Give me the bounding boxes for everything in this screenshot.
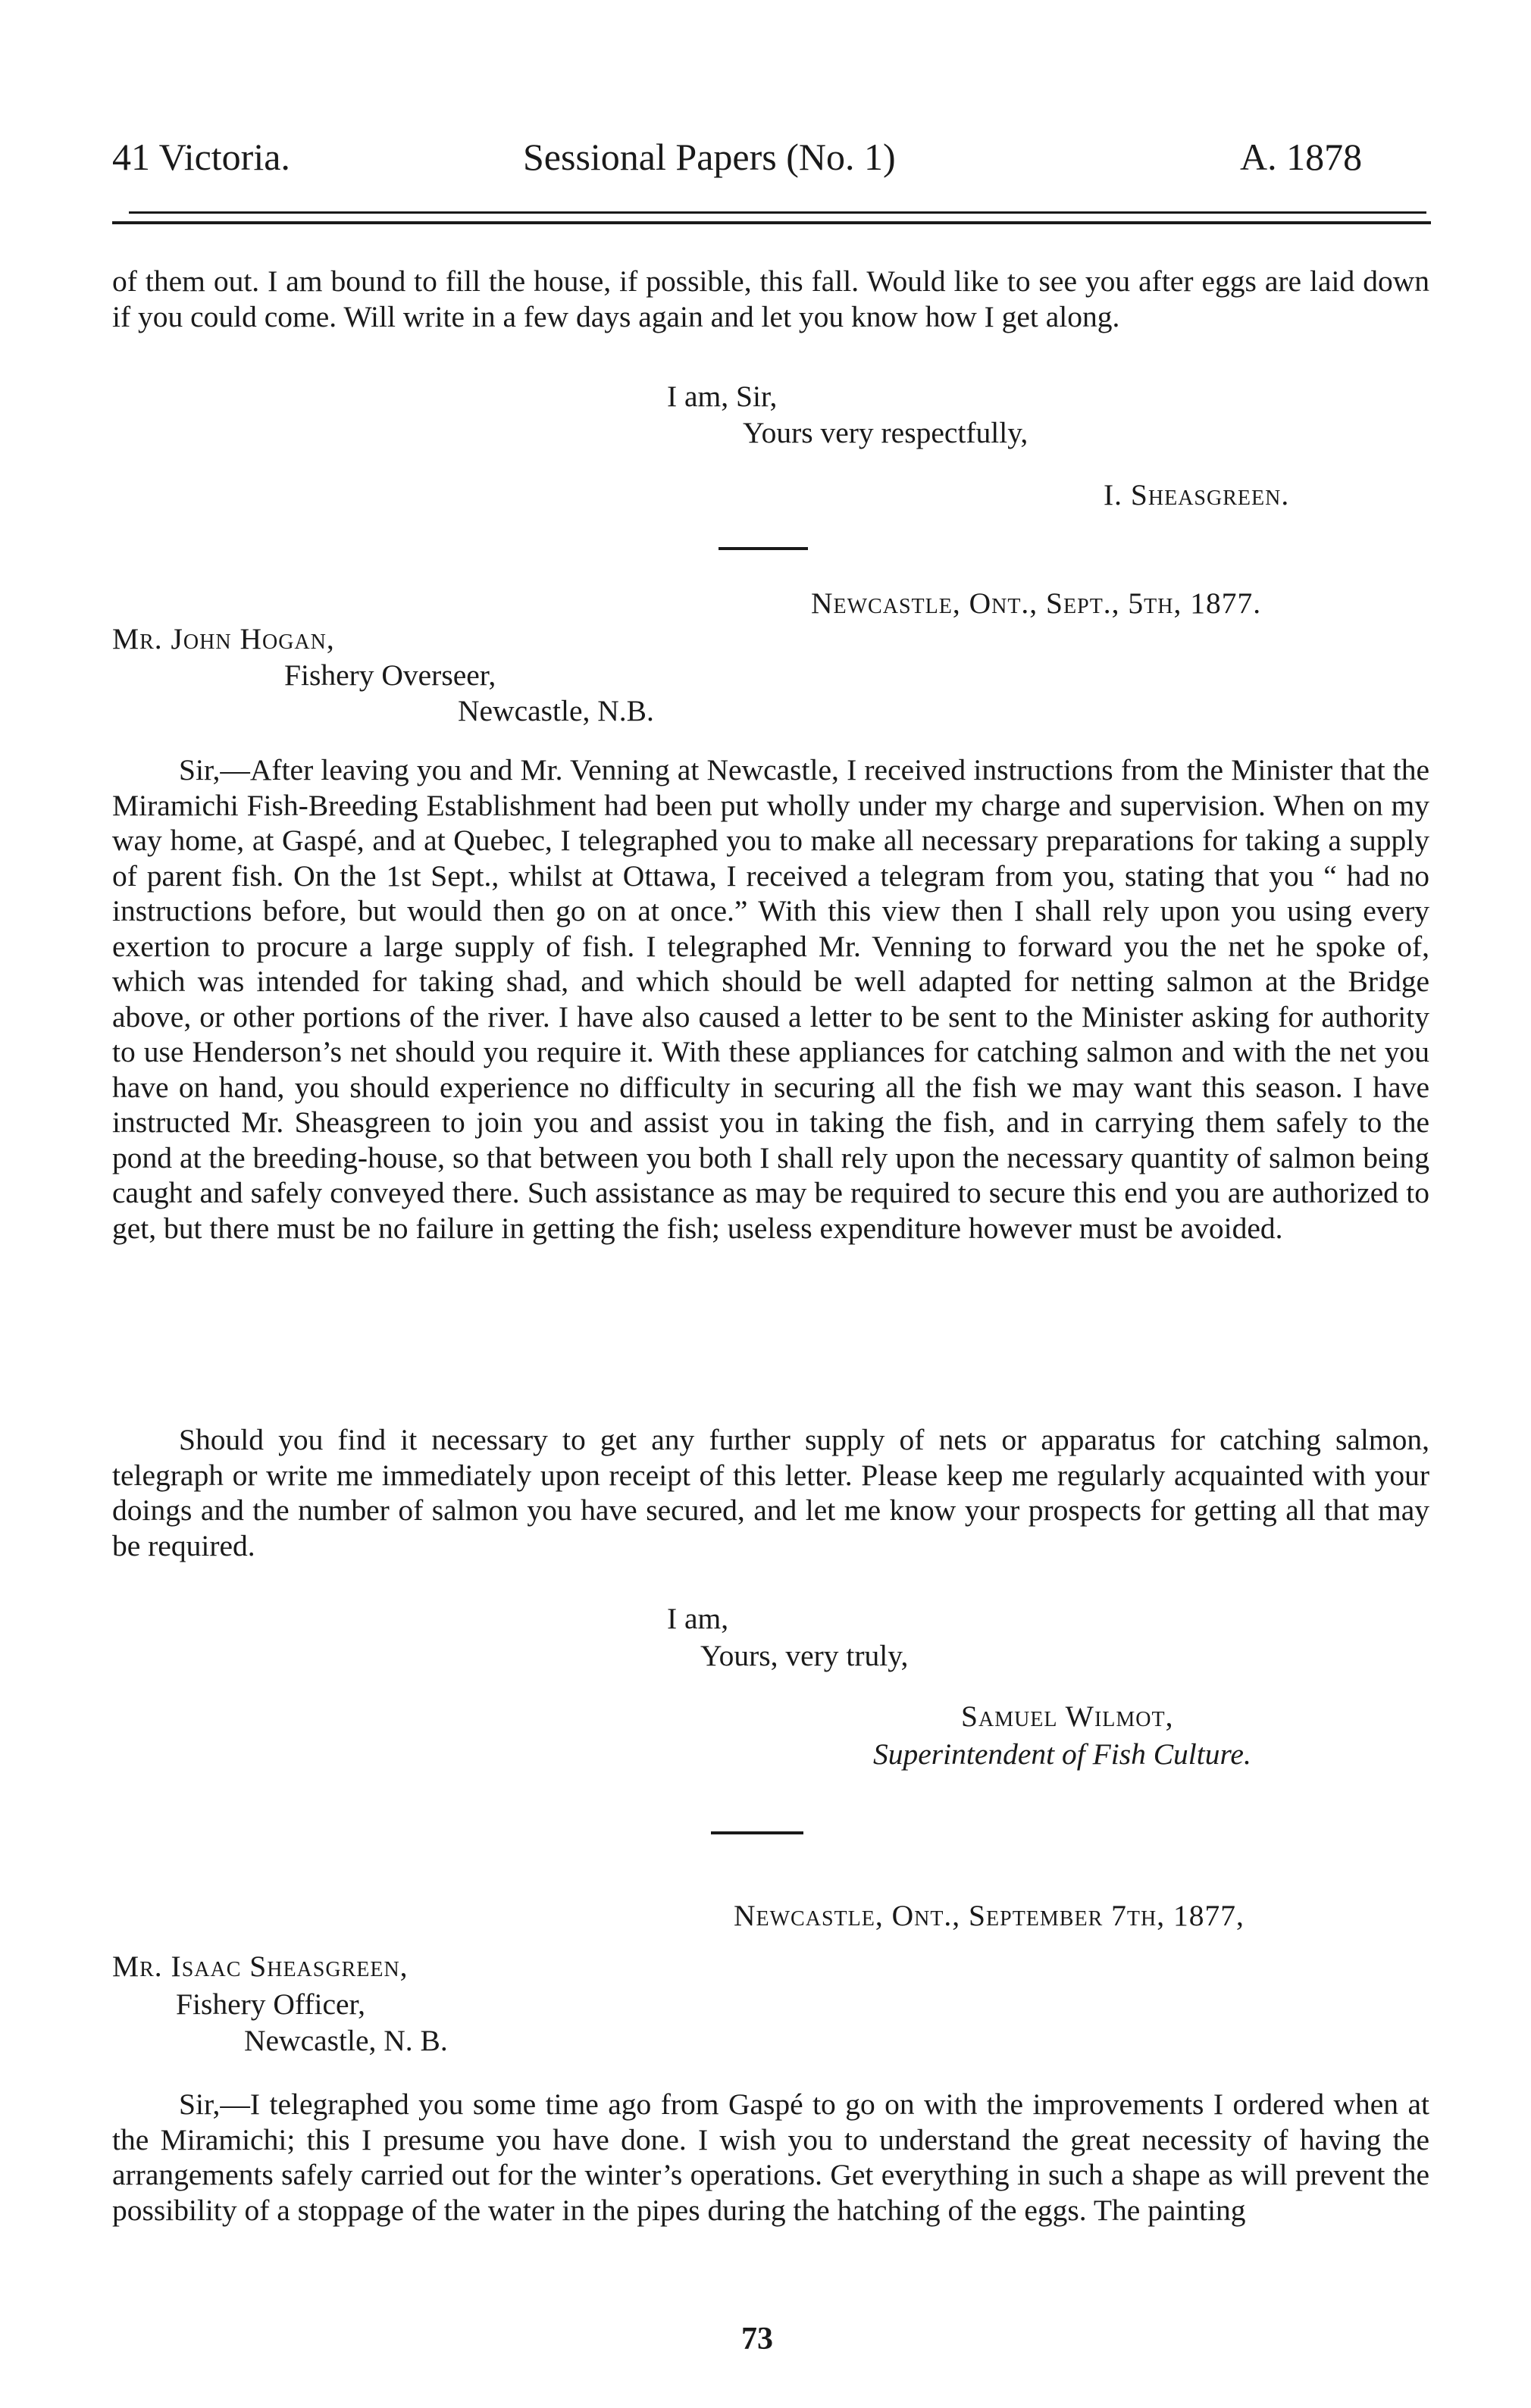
letter2-paragraph-1: Sir,—I telegraphed you some time ago from Gaspé to go on with the improvements I ordered when at the Miramichi; this I presume you have done. I wish you to understand the great necessity of having the arrangements safely carried out for the winter’s operations. Get everything in such a shape as will prevent the possibility of a stoppage of the water in the pipes during the hatching of the eggs. The painting [112, 2087, 1429, 2227]
letter2-addressee-title: Fishery Officer, [176, 1987, 365, 2021]
continuation-closing: I am, Sir, [667, 380, 778, 413]
letter1-signature: Samuel Wilmot, [961, 1700, 1174, 1733]
letter2-addressee-name: Mr. Isaac Sheasgreen, [112, 1950, 409, 1983]
continuation-signature: I. Sheasgreen. [1104, 478, 1290, 511]
continuation-closing-2: Yours very respectfully, [743, 416, 1028, 449]
letter2-dateline: Newcastle, Ont., September 7th, 1877, [734, 1899, 1245, 1932]
header-rule-bottom [112, 221, 1431, 224]
letter1-addressee-place: Newcastle, N.B. [458, 694, 654, 727]
header-center: Sessional Papers (No. 1) [523, 136, 896, 178]
page-number: 73 [741, 2322, 773, 2356]
continuation-paragraph: of them out. I am bound to fill the house, if possible, this fall. Would like to see you after eggs are laid down if you could come. Will write in a few days again and let you know how I get along. [112, 264, 1429, 333]
letter1-addressee-title: Fishery Overseer, [284, 658, 496, 692]
letter1-addressee-name: Mr. John Hogan, [112, 622, 335, 655]
letter1-signature-title: Superintendent of Fish Culture. [873, 1737, 1251, 1771]
separator-rule [719, 547, 808, 550]
header-right: A. 1878 [1240, 136, 1363, 178]
letter1-closing: I am, [667, 1602, 729, 1635]
letter1-closing-2: Yours, very truly, [700, 1639, 909, 1672]
header-left: 41 Victoria. [112, 136, 290, 178]
letter1-dateline: Newcastle, Ont., Sept., 5th, 1877. [811, 586, 1262, 620]
letter2-addressee-place: Newcastle, N. B. [244, 2024, 448, 2057]
letter1-paragraph-1: Sir,—After leaving you and Mr. Venning at Newcastle, I received instructions from the Minister that the Miramichi Fish-Breeding Establishment had been put wholly under my charge and supervision. When on my way home, at Gaspé, and at Quebec, I telegraphed you to make all necessary preparations for taking a supply of parent fish. On the 1st Sept., whilst at Ottawa, I received a telegram from you, stating that you “ had no instructions before, but would then go on at once.” With this view then I shall rely upon you using every exertion to procure a large supply of fish. I telegraphed Mr. Venning to forward you the net he spoke of, which was intended for taking shad, and which should be well adapted for netting salmon at the Bridge above, or other portions of the river. I have also caused a letter to be sent to the Minister asking for authority to use Henderson’s net should you require it. With these appliances for catching salmon and with the net you have on hand, you should experience no difficulty in securing all the fish we may want this season. I have instructed Mr. Sheasgreen to join you and assist you in taking the fish, and in carrying them safely to the pond at the breeding-house, so that between you both I shall rely upon the necessary quantity of salmon being caught and safely conveyed there. Such assistance as may be required to secure this end you are authorized to get, but there must be no failure in getting the fish; useless expenditure however must be avoided. [112, 753, 1429, 1245]
separator-rule [711, 1831, 803, 1834]
header-rule-top [129, 211, 1426, 214]
letter1-paragraph-2: Should you find it necessary to get any further supply of nets or apparatus for catching salmon, telegraph or write me immediately upon receipt of this letter. Please keep me regularly acquainted with your doings and the number of salmon you have secured, and let me know your prospects for getting all that may be required. [112, 1423, 1429, 1562]
